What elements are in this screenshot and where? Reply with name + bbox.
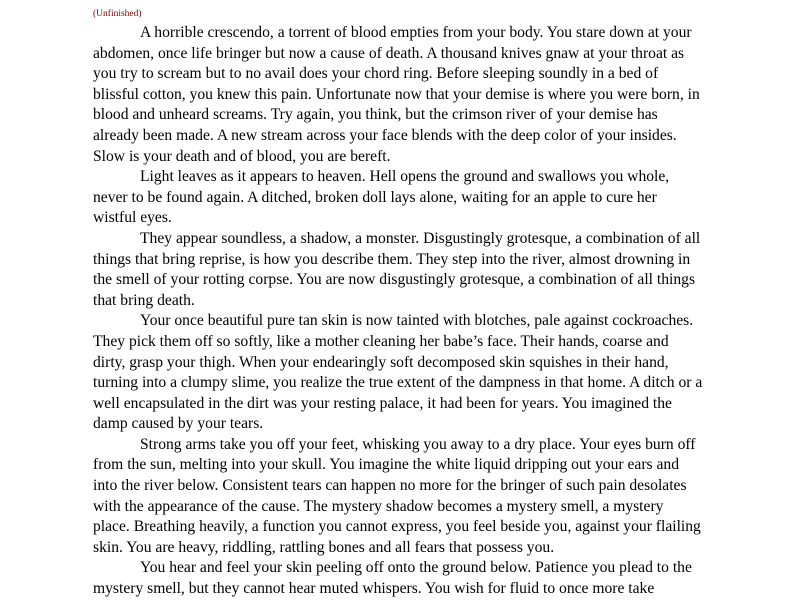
status-label: (Unfinished) — [93, 9, 142, 19]
paragraph-2: Light leaves as it appears to heaven. Hell opens the ground and swallows you whole, never to be found again. A ditched, broken doll lays alone, waiting for an apple to cure her wistful eyes. — [93, 168, 670, 227]
document-page — [93, 8, 703, 600]
paragraph-1: A horrible crescendo, a torrent of blood empties from your body. You stare down at your abdomen, once life bringer but now a cause of death. A thousand knives gnaw at your throat as you try to scream but to no avail does your chord ring. Before sleeping soundly in a bed of blissful cotton, you knew this pain. Unfortunate now that your demise is where you were born, in blood and unheard screams. Try again, you think, but the crimson river of your demise has already been made. A new stream across your face blends with the deep color of your insides. Slow is your death and of blood, you are bereft. — [93, 24, 700, 165]
paragraph-6: You hear and feel your skin peeling off onto the ground below. Patience you plead to the mystery smell, but they cannot hear muted whispers. You wish for fluid to once more take — [93, 559, 692, 598]
paragraph-5: Strong arms take you off your feet, whisking you away to a dry place. Your eyes burn off from the sun, melting into your skull. You imagine the white liquid dripping out your ears and into the river below. Consistent tears can happen no more for the bringer of such pain desolates with the appearance of the cause. The mystery shadow becomes a mystery smell, a mystery place. Breathing heavily, a function you cannot express, you feel beside you, against your flailing skin. You are heavy, riddling, rattling bones and all fears that possess you. — [93, 435, 701, 556]
paragraph-3: They appear soundless, a shadow, a monster. Disgustingly grotesque, a combination of all things that bring reprise, is how you describe them. They step into the river, almost drowning in the smell of your rotting corpse. You are now disgustingly grotesque, a combination of all things that bring death. — [93, 229, 701, 309]
paragraph-4: Your once beautiful pure tan skin is now tainted with blotches, pale against cockroaches. They pick them off so softly, like a mother cleaning her babe’s face. Their hands, coarse and dirty, grasp your thigh. When your endearingly soft decomposed skin squishes in their hand, turning into a clumpy slime, you realize the true extent of the dampness in that home. A ditch or a well encapsulated in the dirt was your resting palace, it had been for years. You imagined the damp caused by your tears. — [93, 312, 703, 433]
